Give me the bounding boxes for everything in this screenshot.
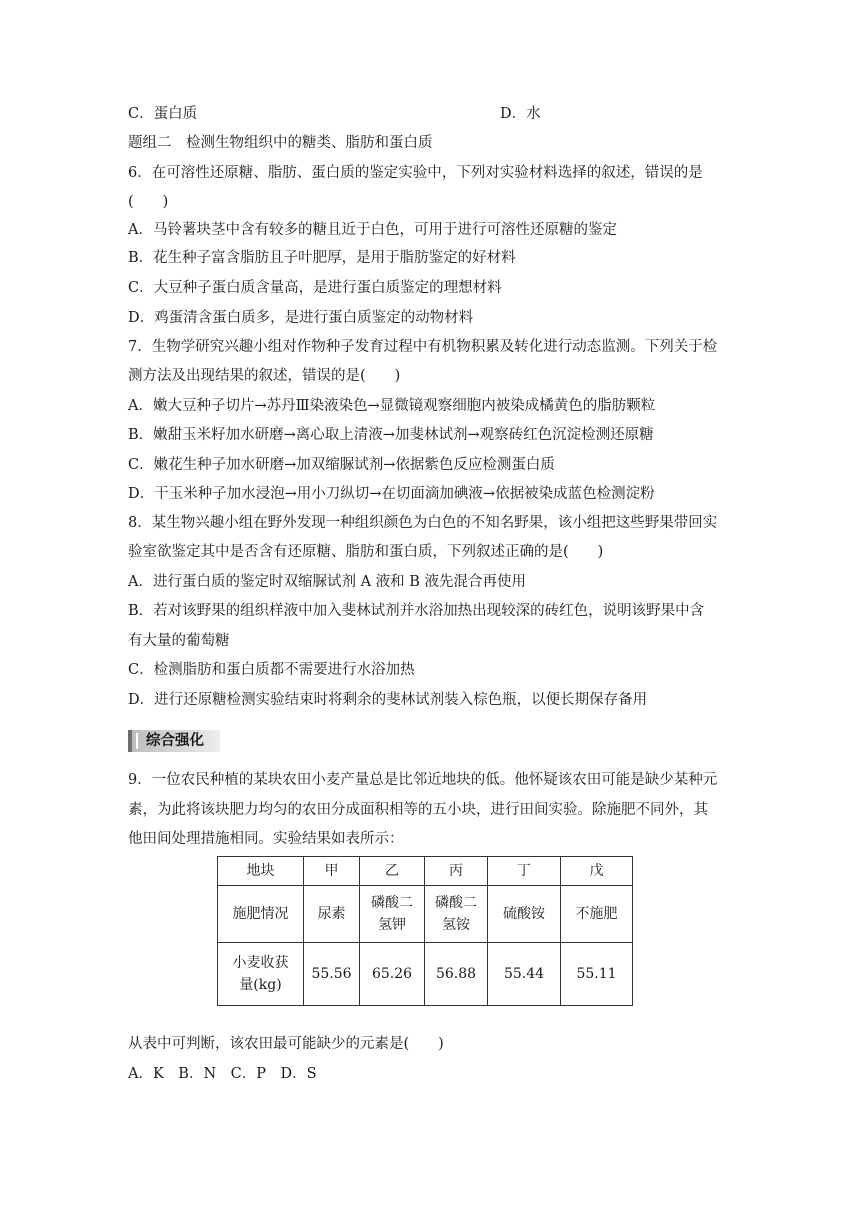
table-row-fertilizer: [218, 886, 633, 943]
q8-option-c: C．检测脂肪和蛋白质都不需要进行水浴加热: [128, 662, 415, 678]
q8-option-d: D．进行还原糖检测实验结束时将剩余的斐林试剂装入棕色瓶，以便长期保存备用: [128, 692, 648, 708]
table-header-cell: 丁: [488, 857, 561, 886]
table-cell: 55.11: [561, 943, 633, 1006]
q9-stem-line2: 素，为此将该块肥力均匀的农田分成面积相等的五小块，进行田间实验。除施肥不同外，其: [128, 802, 708, 818]
table-row-yield: [218, 943, 633, 1006]
q8-option-b-line1: B．若对该野果的组织样液中加入斐林试剂并水浴加热出现较深的砖红色，说明该野果中含: [128, 603, 705, 619]
table-header-cell: 丙: [425, 857, 488, 886]
q9-question: 从表中可判断，该农田最可能缺少的元素是( ): [128, 1036, 444, 1052]
q9-options: A．K B．N C．P D．S: [128, 1066, 317, 1082]
table-header-cell: 地块: [218, 857, 304, 886]
fertilizer-results-table: [217, 856, 633, 1006]
q5-option-row: [128, 104, 541, 124]
table-cell: [425, 886, 488, 943]
q7-stem-line1: 7．生物学研究兴趣小组对作物种子发育过程中有机物积累及转化进行动态监测。下列关于检: [128, 339, 718, 355]
q6-stem-line1: 6．在可溶性还原糖、脂肪、蛋白质的鉴定实验中，下列对实验材料选择的叙述，错误的是: [128, 165, 703, 181]
table-cell: [488, 886, 561, 943]
q8-option-a: A．进行蛋白质的鉴定时双缩脲试剂 A 液和 B 液先混合再使用: [128, 574, 527, 590]
table-row-label: 施肥情况: [218, 886, 304, 943]
q8-stem-line2: 验室欲鉴定其中是否含有还原糖、脂肪和蛋白质，下列叙述正确的是( ): [128, 544, 604, 560]
q5-option-c: C．蛋白质: [128, 106, 198, 122]
table-row-label: [218, 943, 304, 1006]
cell-text: 氢钾: [378, 917, 406, 933]
q9-stem-line3: 他田间处理措施相同。实验结果如表所示：: [128, 831, 404, 847]
table-cell: 56.88: [425, 943, 488, 1006]
q7-stem-line2: 测方法及出现结果的叙述，错误的是( ): [128, 368, 401, 384]
table-cell: [304, 886, 360, 943]
section-badge: [128, 730, 220, 752]
section-badge-label: 综合强化: [146, 733, 204, 749]
q7-option-b: B．嫩甜玉米籽加水研磨→离心取上清液→加斐林试剂→观察砖红色沉淀检测还原糖: [128, 427, 654, 443]
cell-text: 磷酸二: [371, 895, 413, 911]
q6-option-b: B．花生种子富含脂肪且子叶肥厚，是用于脂肪鉴定的好材料: [128, 250, 516, 266]
q8-stem-line1: 8．某生物兴趣小组在野外发现一种组织颜色为白色的不知名野果，该小组把这些野果带回实: [128, 515, 718, 531]
cell-text: 不施肥: [575, 906, 618, 922]
q6-option-c: C．大豆种子蛋白质含量高，是进行蛋白质鉴定的理想材料: [128, 280, 502, 296]
table-cell: [360, 886, 425, 943]
cell-text: 硫酸铵: [503, 906, 545, 922]
q7-option-a: A．嫩大豆种子切片→苏丹Ⅲ染液染色→显微镜观察细胞内被染成橘黄色的脂肪颗粒: [128, 398, 656, 414]
table-header-cell: 甲: [304, 857, 360, 886]
table-header-cell: 戊: [561, 857, 633, 886]
q6-option-d: D．鸡蛋清含蛋白质多，是进行蛋白质鉴定的动物材料: [128, 310, 474, 326]
q5-option-d: D．水: [500, 106, 541, 122]
table-cell: 55.56: [304, 943, 360, 1006]
cell-text: 氢铵: [442, 917, 470, 933]
q9-stem-line1: 9．一位农民种植的某块农田小麦产量总是比邻近地块的低。他怀疑该农田可能是缺少某种元: [128, 772, 718, 788]
q8-option-b-line2: 有大量的葡萄糖: [128, 633, 230, 649]
table-header-row: [218, 857, 633, 886]
q7-option-c: C．嫩花生种子加水研磨→加双缩脲试剂→依据紫色反应检测蛋白质: [128, 457, 555, 473]
group2-title: 题组二 检测生物组织中的糖类、脂肪和蛋白质: [128, 135, 433, 151]
cell-text: 小麦收获: [232, 955, 289, 971]
q6-option-a: A．马铃薯块茎中含有较多的糖且近于白色，可用于进行可溶性还原糖的鉴定: [128, 222, 617, 238]
badge-accent-bar: [136, 733, 138, 749]
q6-stem-line2: ( ): [128, 194, 169, 210]
q7-option-d: D．干玉米种子加水浸泡→用小刀纵切→在切面滴加碘液→依据被染成蓝色检测淀粉: [128, 486, 655, 502]
table-cell: 65.26: [360, 943, 425, 1006]
table-header-cell: 乙: [360, 857, 425, 886]
cell-text: 磷酸二: [435, 895, 477, 911]
cell-text: 量(kg): [239, 977, 282, 993]
table-cell: 55.44: [488, 943, 561, 1006]
table-cell: [561, 886, 633, 943]
cell-text: 尿素: [317, 906, 346, 922]
